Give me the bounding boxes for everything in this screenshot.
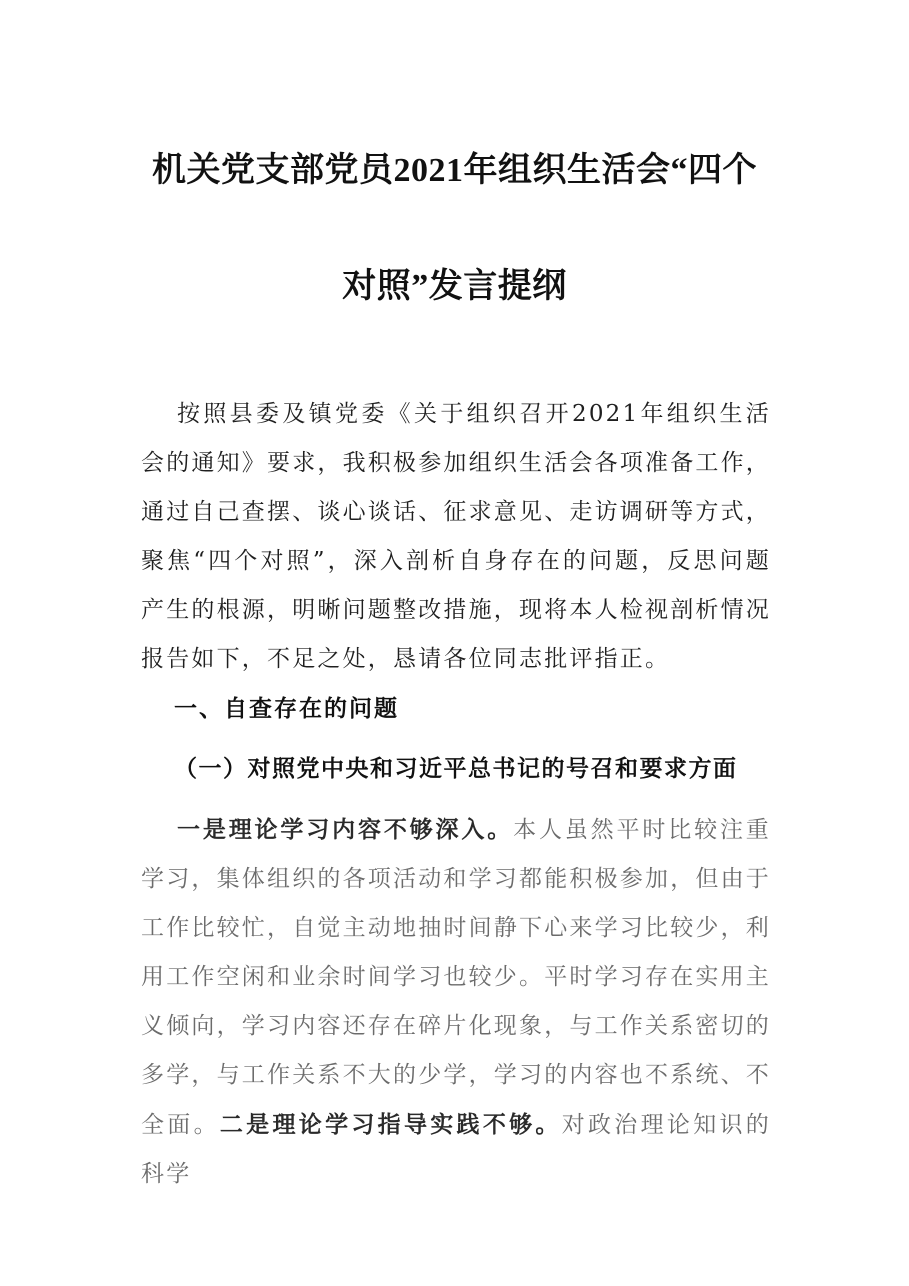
lead-point-2: 二是理论学习指导实践不够。 <box>219 1111 562 1138</box>
body-text-1: 本人虽然平时比较注重学习，集体组织的各项活动和学习都能积极参加，但由于工作比较忙，自觉主动地抽时间静下心来学习比较少，利用工作空闲和业余时间学习也较少。平时学习存在实用主义倾向，学习内容还存在碎片化现象，与工作关系密切的多学，与工作关系不大的少学，学习的内容也不系统、不全面。 <box>141 817 771 1138</box>
body-text-2: 对政治理论知识的科学 <box>141 1112 771 1187</box>
document-title-line-1: 机关党支部党员2021年组织生活会“四个 <box>152 152 757 189</box>
intro-paragraph: 按照县委及镇党委《关于组织召开2021年组织生活会的通知》要求，我积极参加组织生活会各项准备工作，通过自己查摆、谈心谈话、征求意见、走访调研等方式，聚焦“四个对照”，深入剖析自身存在的问题，反思问题产生的根源，明晰问题整改措施，现将本人检视剖析情况报告如下，不足之处，恳请各位同志批评指正。 <box>141 401 771 672</box>
document-title-line-2: 对照”发言提纲 <box>342 268 567 305</box>
body-paragraph <box>141 805 771 1199</box>
lead-point-1: 一是理论学习内容不够深入。 <box>177 816 514 843</box>
subsection-heading: （一）对照党中央和习近平总书记的号召和要求方面 <box>174 755 738 782</box>
section-heading: 一、自查存在的问题 <box>174 695 399 722</box>
